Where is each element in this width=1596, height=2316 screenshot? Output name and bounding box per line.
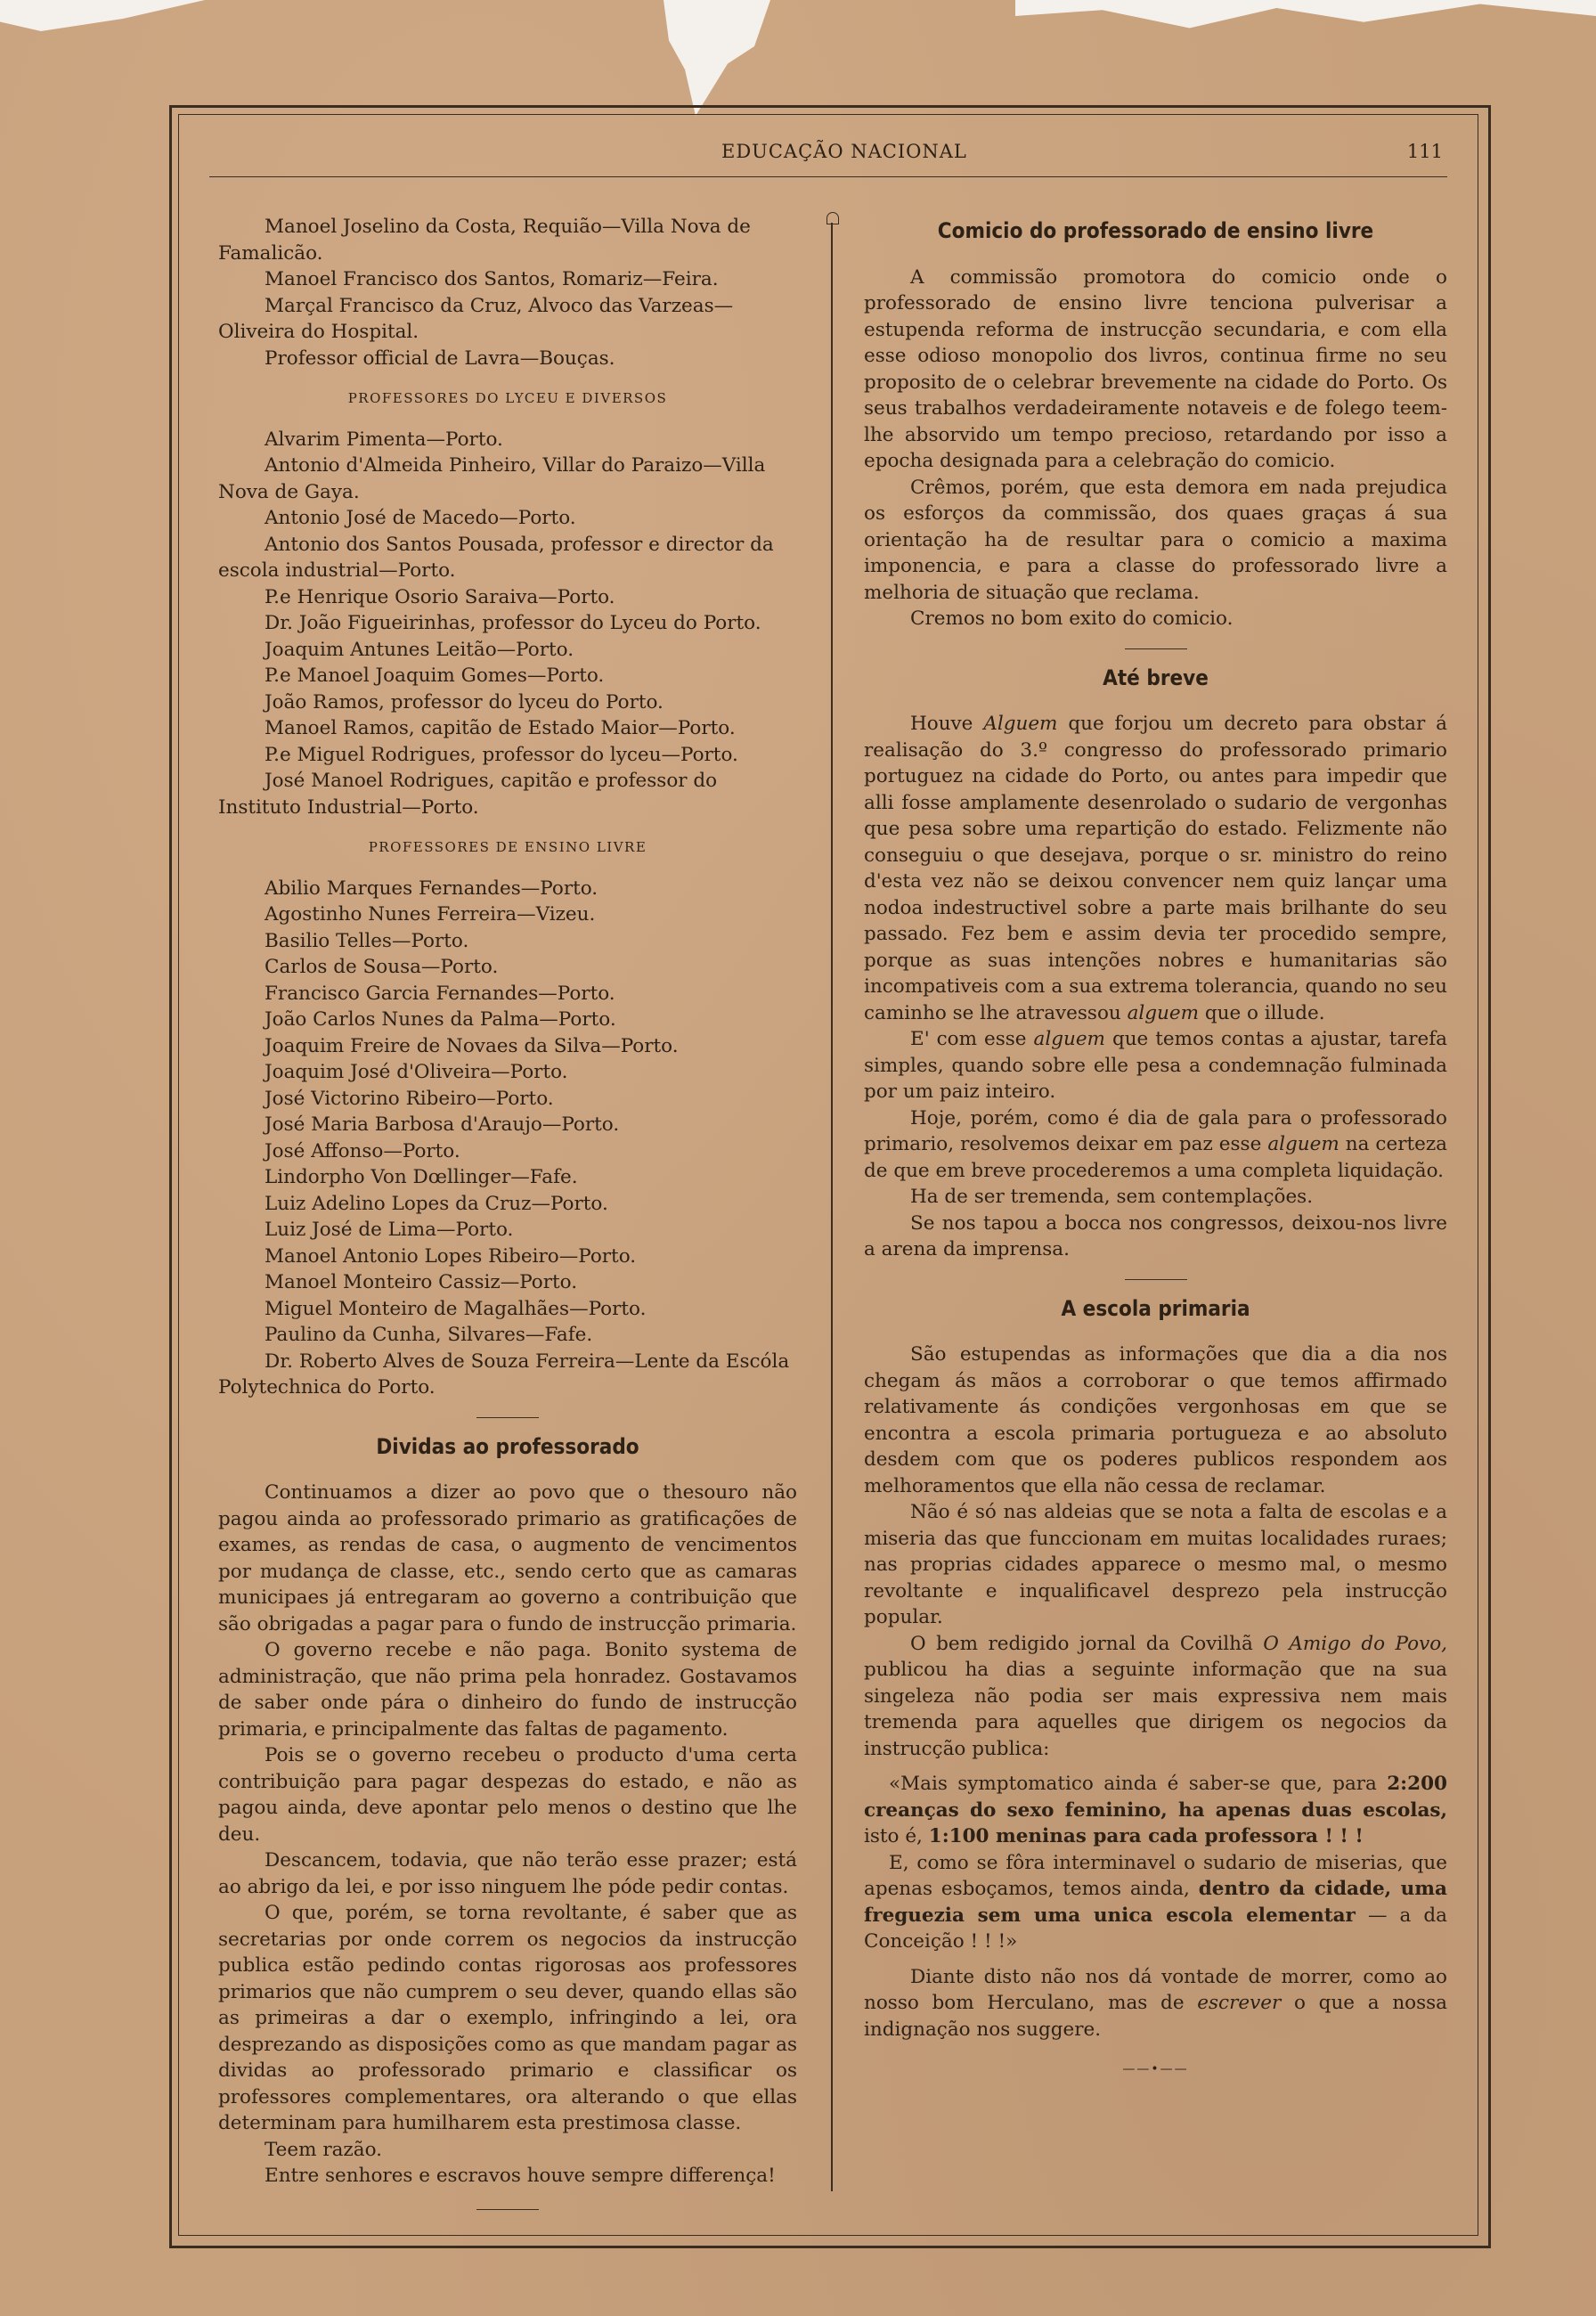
article-title-dividas: Dividas ao professorado [376,1433,639,1459]
list-item: Joaquim José d'Oliveira—Porto. [265,1061,568,1083]
list-item: Manoel Ramos, capitão de Estado Maior—Porto. [265,717,736,739]
article-title-escola-primaria: A escola primaria [1061,1295,1250,1321]
paragraph [864,1631,1447,1763]
paragraph: Ha de ser tremenda, sem contemplações. [910,1186,1314,1208]
article-body-escola-primaria [864,1341,1447,2043]
list-item: Miguel Monteiro de Magalhães—Porto. [265,1297,647,1320]
text-run: Houve [910,713,984,735]
paragraph: Continuamos a dizer ao povo que o thesouro não pagou ainda ao professorado primario as gratificações de exames, as rendas de casa, o augmento de vencimentos por mudança de classe, etc., sendo certo que as camaras municipaes já entregaram ao governo a contribuição que são obrigadas a pagar para o fundo de instrucção primaria. [218,1481,797,1635]
intro-name-list [218,214,797,371]
paragraph: São estupendas as informações que dia a dia nos chegam ás mãos a corroborar o que temos affirmado relativamente ás condições vergonhosas em que se encontra a escola primaria portugueza e ao absoluto desdem com que os poderes publicos respondem aos melhoramentos que ella não cessa de reclamar. [864,1343,1447,1497]
text-run: na certeza de que em breve procederemos a uma completa liquidação. [864,1133,1447,1182]
text-run: que forjou um decreto para obstar á realisação do 3.º congresso do professorado primario portuguez na cidade do Porto, ou antes para impedir que alli fosse amplamente desenrolado o sudario de vergonhas que pesa sobre uma repartição do estado. Felizmente não conseguiu o que desejava, porque o sr. ministro do reino d'esta vez não se deixou convencer nem quiz lançar uma nodoa indestructivel sobre a parte mais brilhante do seu passado. Fez bem e assim devia ter procedido sempre, porque as suas intenções nobres e humanitarias são incompativeis com a sua extrema tolerancia, quando no seu caminho se lhe atravessou [864,713,1447,1024]
section-subheading-ensino-livre: PROFESSORES DE ENSINO LIVRE [368,839,647,855]
lyceu-name-list [218,427,797,821]
quote-paragraph [864,1771,1447,1850]
text-run: Hoje, porém, como é dia de gala para o professorado primario, resolvemos deixar em paz esse [864,1106,1447,1155]
list-item: José Manoel Rodrigues, capitão e professor do Instituto Industrial—Porto. [218,770,718,819]
italic-text: alguem [1033,1028,1105,1050]
journal-name: O Amigo do Povo, [1263,1632,1448,1655]
text-run: «Mais symptomatico ainda é saber-se que, para [889,1773,1388,1795]
article-body-comicio [864,265,1447,632]
italic-text: Alguem [983,713,1058,735]
list-item: P.e Manoel Joaquim Gomes—Porto. [265,665,605,687]
list-item: Carlos de Sousa—Porto. [265,956,499,978]
list-item: Joaquim Freire de Novaes da Silva—Porto. [265,1034,679,1057]
list-item: Luiz José de Lima—Porto. [265,1219,514,1241]
page-number: 111 [1406,141,1443,162]
paragraph [864,1026,1447,1105]
section-rule [476,1417,539,1418]
list-item: Marçal Francisco da Cruz, Alvoco das Varzeas—Oliveira do Hospital. [218,294,734,343]
text-run: publicou ha dias a seguinte informação que na sua singeleza não podia ser mais expressiva nem mais tremenda para aquelles que dirigem os negocios da instrucção publica: [864,1659,1447,1760]
list-item: Manoel Joselino da Costa, Requião—Villa Nova de Famalicão. [218,216,751,265]
paragraph [864,711,1447,1026]
paragraph: A commissão promotora do comicio onde o professorado de ensino livre tenciona pulverisar a estupenda reforma de instrucção secundaria, e com ella esse odioso monopolio dos livros, continua firme no seu proposito de o celebrar brevemente na cidade do Porto. Os seus trabalhos verdadeiramente notaveis e de folego teem-lhe absorvido um tempo precioso, retardando por isso a epocha designada para a celebração do comicio. [864,265,1447,472]
article-title-comicio: Comicio do professorado de ensino livre [937,218,1374,243]
list-item: Manoel Francisco dos Santos, Romariz—Feira. [265,268,719,290]
quote-paragraph [864,1850,1447,1955]
italic-text: alguem [1127,1001,1200,1024]
running-header [214,141,1443,173]
paragraph [864,1964,1447,2043]
list-item: Abilio Marques Fernandes—Porto. [265,877,598,900]
list-item: João Carlos Nunes da Palma—Porto. [265,1008,616,1031]
left-column [218,214,797,2210]
paragraph: Se nos tapou a bocca nos congressos, deixou-nos livre a arena da imprensa. [864,1211,1447,1260]
text-run: — a da Conceição ! ! !» [864,1904,1447,1953]
bold-text: 1:100 meninas para cada professora ! ! ! [928,1825,1364,1847]
paragraph: Entre senhores e escravos houve sempre differença! [265,2165,776,2187]
bold-text: 2:200 creanças do sexo feminino, ha apenas duas escolas, [864,1773,1447,1822]
text-run: E' com esse [910,1028,1034,1050]
publication-title: EDUCAÇÃO NACIONAL [721,141,967,162]
list-item: Luiz Adelino Lopes da Cruz—Porto. [265,1192,608,1215]
paragraph: Crêmos, porém, que esta demora em nada prejudica os esforços da commissão, dos quaes graças á sua orientação ha de resultar para o comicio a maxima imponencia, e para a classe do professorado livre a melhoria de situação que reclama. [864,476,1447,604]
right-column [864,209,1447,2084]
text-run: o que a nossa indignação nos suggere. [864,1992,1447,2041]
bold-text: dentro da cidade, uma freguezia sem uma unica escola elementar [864,1878,1447,1927]
paragraph: Pois se o governo recebeu o producto d'uma certa contribuição para pagar despezas do estado, e não as pagou ainda, deve apontar pelo menos o destino que lhe deu. [218,1744,797,1846]
list-item: Alvarim Pimenta—Porto. [265,428,503,451]
list-item: Antonio dos Santos Pousada, professor e director da escola industrial—Porto. [218,533,774,582]
section-rule [1125,648,1187,649]
article-title-ate-breve: Até breve [1103,665,1209,690]
article-body-dividas [218,1480,797,2190]
text-run: O bem redigido jornal da Covilhã [910,1632,1264,1655]
text-run: Diante disto não nos dá vontade de morrer, como ao nosso bom Herculano, mas de [864,1965,1447,2014]
section-rule [476,2209,539,2210]
text-run: que o illude. [1199,1001,1325,1024]
list-item: P.e Henrique Osorio Saraiva—Porto. [265,585,615,608]
section-subheading-lyceu: PROFESSORES DO LYCEU E DIVERSOS [347,390,668,406]
italic-text: escrever [1197,1992,1282,2014]
list-item: Manoel Monteiro Cassiz—Porto. [265,1271,578,1293]
text-run: que temos contas a ajustar, tarefa simples, quando sobre elle pesa a condemnação fulminada por um paiz inteiro. [864,1028,1447,1103]
list-item: Lindorpho Von Dœllinger—Fafe. [265,1166,578,1188]
paragraph: Descancem, todavia, que não terão esse prazer; está ao abrigo da lei, e por isso ninguem lhe póde pedir contas. [218,1849,797,1898]
paragraph: O que, porém, se torna revoltante, é saber que as secretarias por onde correm os negocios da instrucção publica estão pedindo contas rigorosas aos professores primarios que não cumprem o seu dever, quando ellas são as primeiras a dar o exemplo, infringindo a lei, ora desprezando as disposições como as que mandam pagar as dividas ao professorado primario e classificar os professores complementares, ora alterando o que ellas determinam para humilharem esta prestimosa classe. [218,1902,797,2134]
list-item: Joaquim Antunes Leitão—Porto. [265,638,574,661]
list-item: José Affonso—Porto. [265,1139,460,1162]
list-item: João Ramos, professor do lyceu do Porto. [265,690,664,714]
list-item: Francisco Garcia Fernandes—Porto. [265,982,615,1005]
list-item: José Victorino Ribeiro—Porto. [265,1087,554,1110]
list-item: Paulino da Cunha, Silvares—Fafe. [265,1324,593,1346]
paragraph: Não é só nas aldeias que se nota a falta de escolas e a miseria das que funccionam em muitas localidades ruraes; nas proprias cidades apparece o mesmo mal, o mesmo revoltante e inqualificavel desprezo pela instrucção popular. [864,1501,1447,1628]
article-body-ate-breve [864,711,1447,1263]
text-run: isto é, [864,1825,929,1847]
paragraph: Teem razão. [265,2138,382,2161]
ensino-livre-name-list [218,876,797,1401]
list-item: Dr. Roberto Alves de Souza Ferreira—Lente da Escóla Polytechnica do Porto. [218,1350,790,1399]
list-item: Dr. João Figueirinhas, professor do Lyceu do Porto. [265,612,761,634]
list-item: Agostinho Nunes Ferreira—Vizeu. [265,903,596,926]
section-rule [1125,1279,1187,1280]
list-item: Professor official de Lavra—Bouças. [265,347,615,370]
list-item: Basilio Telles—Porto. [265,929,469,952]
paragraph: O governo recebe e não paga. Bonito systema de administração, que não prima pela honradez. Gostavamos de saber onde pára o dinheiro do fundo de instrucção primaria, e principalmente das faltas de pagamento. [218,1639,797,1741]
paragraph [864,1105,1447,1185]
list-item: Antonio d'Almeida Pinheiro, Villar do Paraizo—Villa Nova de Gaya. [218,454,766,503]
end-ornament: ——•—— [1122,2062,1189,2076]
header-rule [209,176,1447,177]
list-item: José Maria Barbosa d'Araujo—Porto. [265,1113,620,1136]
italic-text: alguem [1267,1133,1340,1155]
list-item: Antonio José de Macedo—Porto. [265,507,576,529]
list-item: P.e Miguel Rodrigues, professor do lyceu—Porto. [265,743,738,766]
paragraph: Cremos no bom exito do comicio. [910,608,1234,630]
list-item: Manoel Antonio Lopes Ribeiro—Porto. [265,1244,637,1268]
text-run: E, como se fôra interminavel o sudario de miserias, que apenas esboçamos, temos ainda, [864,1851,1447,1900]
column-divider [831,223,833,2191]
